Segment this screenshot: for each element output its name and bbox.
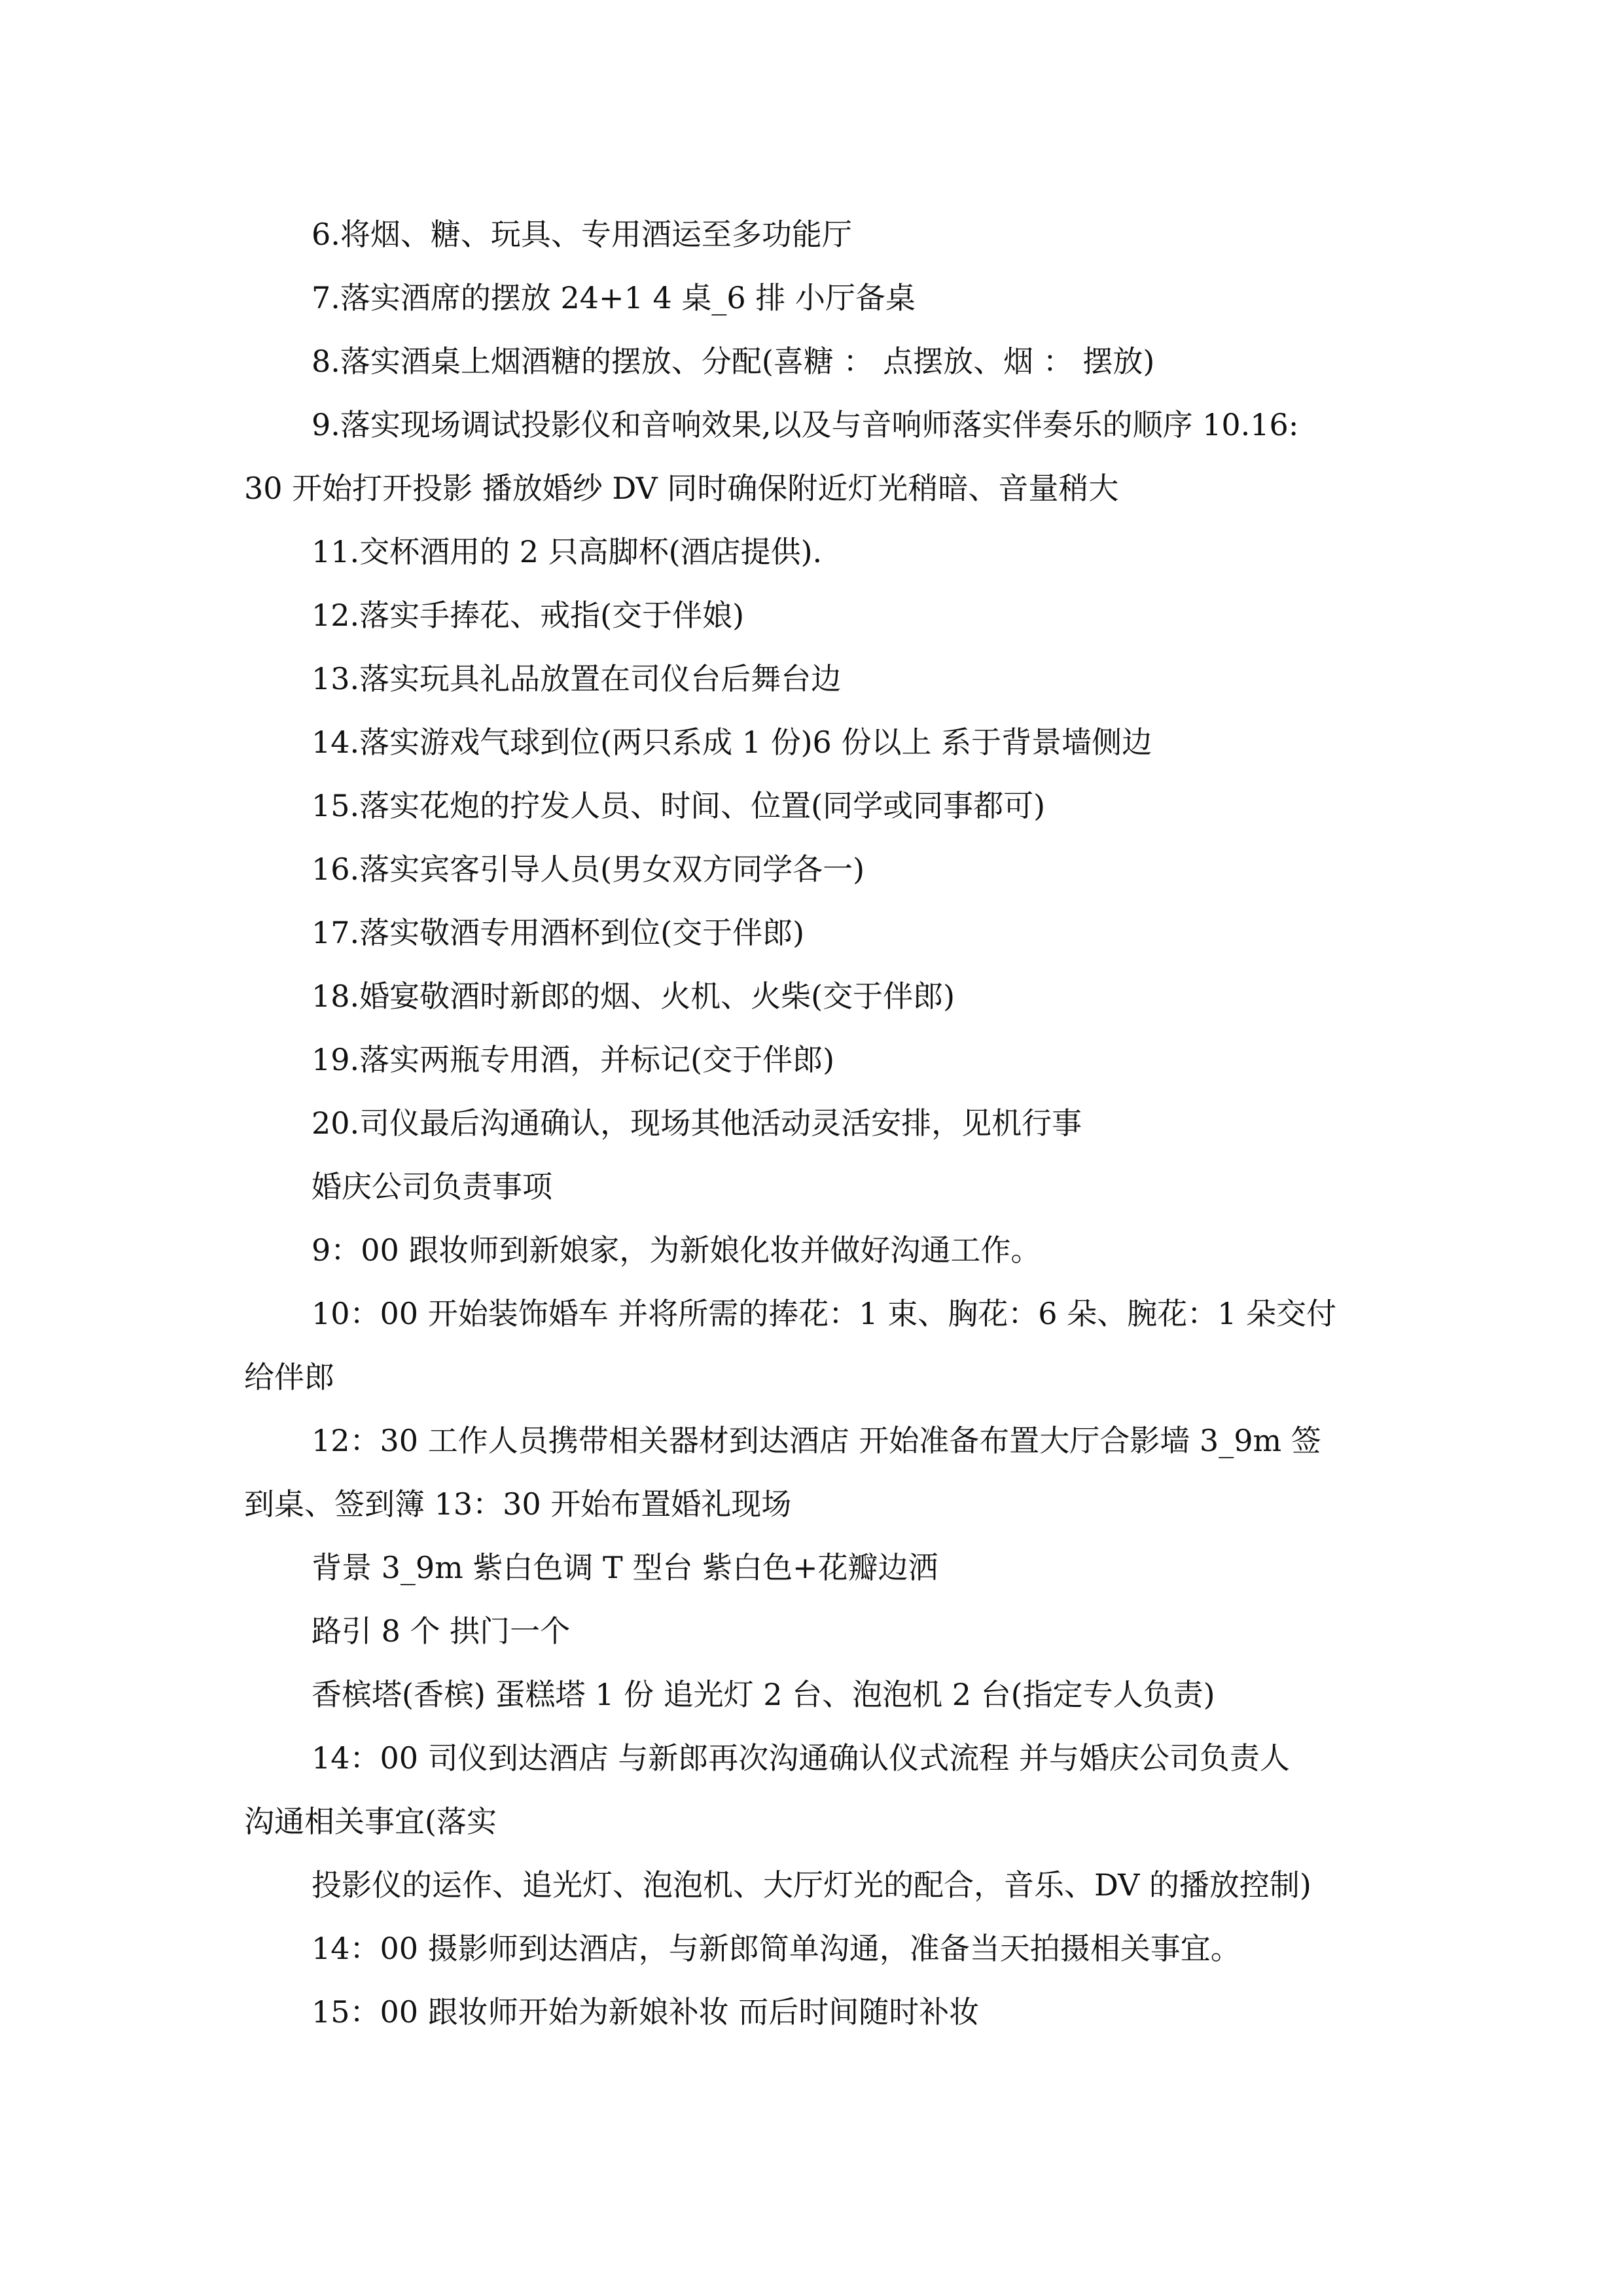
list-item-8: 8.落实酒桌上烟酒糖的摆放、分配(喜糖 ： 点摆放、烟 ： 摆放) [312,344,1155,379]
schedule-item: 14：00 摄影师到达酒店，与新郎简单沟通，准备当天拍摄相关事宜。 [312,1931,1241,1966]
document-body [244,203,1396,2044]
schedule-item-continuation: 给伴郎 [244,1359,334,1395]
schedule-detail: 投影仪的运作、追光灯、泡泡机、大厅灯光的配合，音乐、DV 的播放控制) [312,1867,1311,1903]
list-item-6: 6.将烟、糖、玩具、专用酒运至多功能厅 [312,217,852,252]
schedule-item: 14：00 司仪到达酒店 与新郎再次沟通确认仪式流程 并与婚庆公司负责人 [312,1740,1290,1776]
list-item-12: 12.落实手捧花、戒指(交于伴娘) [312,598,745,633]
schedule-item-continuation: 到桌、签到簿 13：30 开始布置婚礼现场 [244,1486,792,1522]
list-item-14: 14.落实游戏气球到位(两只系成 1 份)6 份以上 系于背景墙侧边 [312,725,1152,760]
list-item-11: 11.交杯酒用的 2 只高脚杯(酒店提供). [312,534,823,569]
schedule-item: 10：00 开始装饰婚车 并将所需的捧花：1 束、胸花：6 朵、腕花：1 朵交付 [312,1296,1336,1331]
list-item-7: 7.落实酒席的摆放 24+1 4 桌_6 排 小厅备桌 [312,280,916,315]
schedule-item: 12：30 工作人员携带相关器材到达酒店 开始准备布置大厅合影墙 3_9m 签 [312,1423,1321,1458]
list-item-16: 16.落实宾客引导人员(男女双方同学各一) [312,852,865,887]
list-item-17: 17.落实敬酒专用酒杯到位(交于伴郎) [312,915,805,950]
schedule-item: 15：00 跟妆师开始为新娘补妆 而后时间随时补妆 [312,1994,980,2030]
list-item-15: 15.落实花炮的拧发人员、时间、位置(同学或同事都可) [312,788,1046,823]
list-item-13: 13.落实玩具礼品放置在司仪台后舞台边 [312,661,842,696]
section-heading: 婚庆公司负责事项 [312,1169,552,1204]
list-item-19: 19.落实两瓶专用酒，并标记(交于伴郎) [312,1042,835,1077]
schedule-item-continuation: 沟通相关事宜(落实 [244,1804,497,1839]
list-item-9: 9.落实现场调试投影仪和音响效果,以及与音响师落实伴奏乐的顺序 10.16: [312,407,1299,442]
list-item-9-continuation: 30 开始打开投影 播放婚纱 DV 同时确保附近灯光稍暗、音量稍大 [244,471,1119,506]
list-item-18: 18.婚宴敬酒时新郎的烟、火机、火柴(交于伴郎) [312,978,955,1014]
schedule-detail: 背景 3_9m 紫白色调 T 型台 紫白色+花瓣边洒 [312,1550,938,1585]
schedule-detail: 路引 8 个 拱门一个 [312,1613,571,1649]
schedule-item: 9：00 跟妆师到新娘家，为新娘化妆并做好沟通工作。 [312,1232,1041,1268]
schedule-detail: 香槟塔(香槟) 蛋糕塔 1 份 追光灯 2 台、泡泡机 2 台(指定专人负责) [312,1677,1215,1712]
list-item-20: 20.司仪最后沟通确认，现场其他活动灵活安排，见机行事 [312,1105,1082,1141]
